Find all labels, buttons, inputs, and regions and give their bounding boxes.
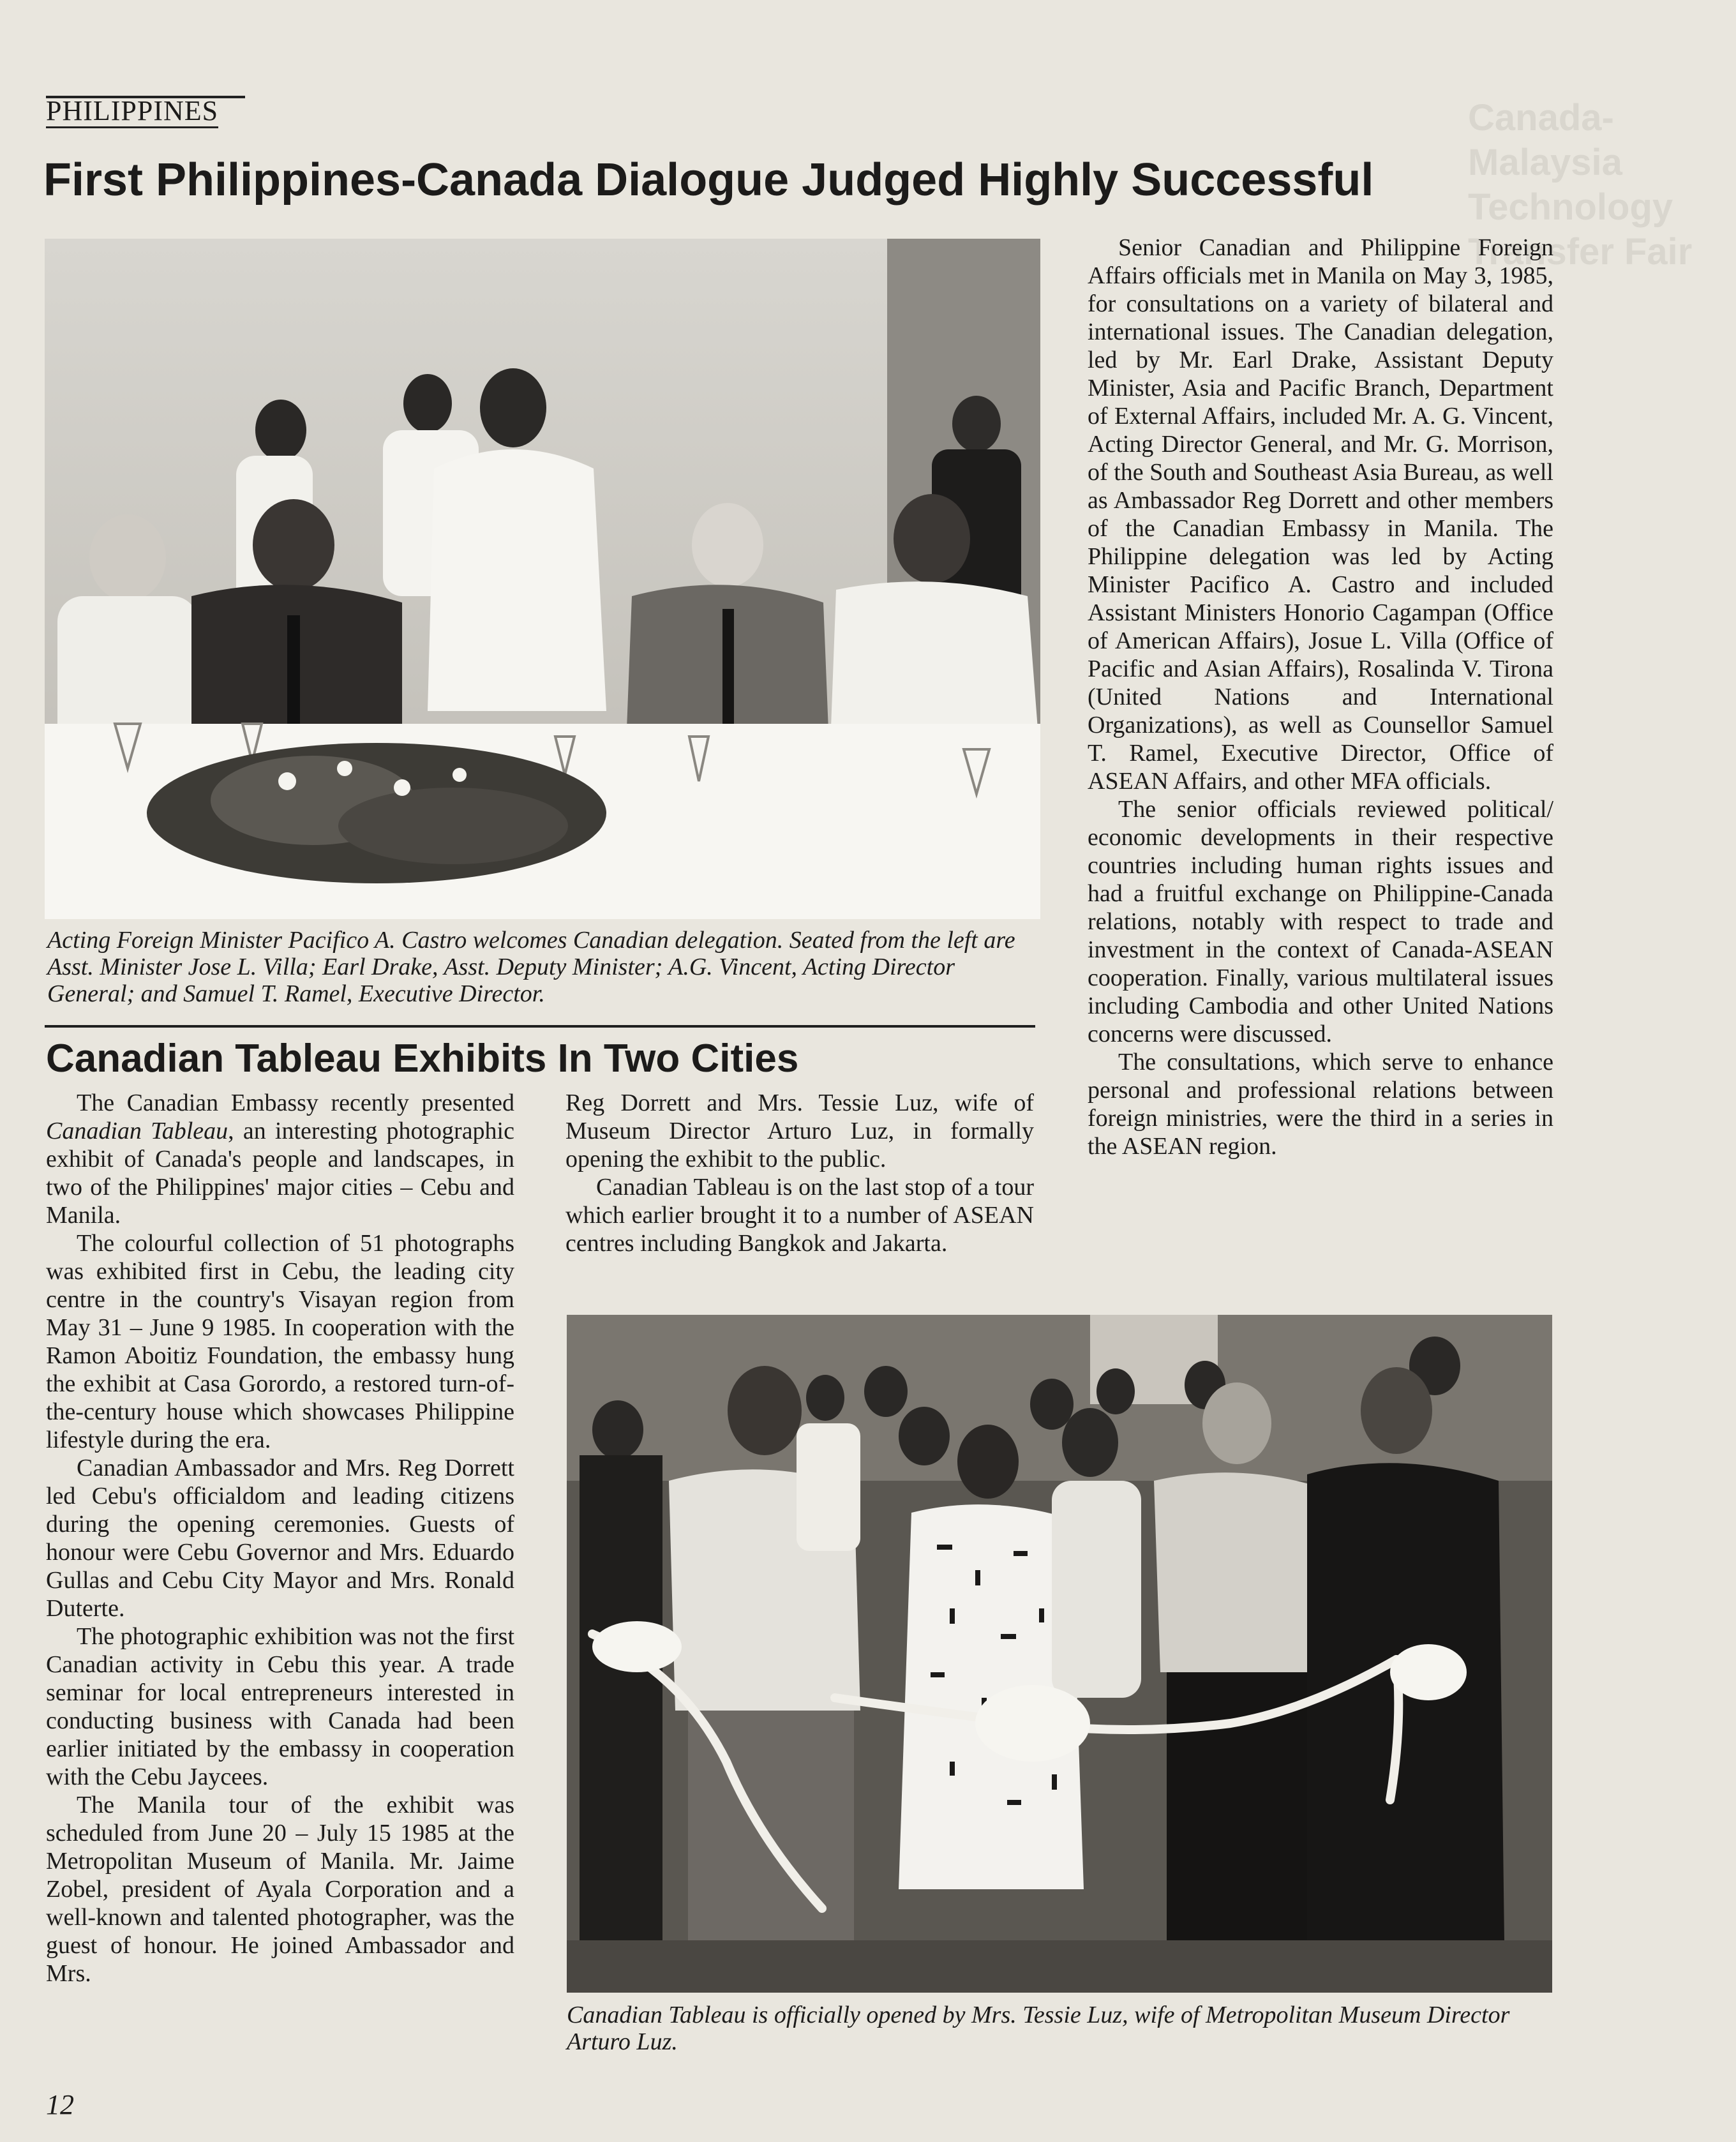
tableau-paragraph: Canadian Ambassador and Mrs. Reg Dorrett led Cebu's officialdom and leading citizens during the opening ceremonies. Guests of honour were Cebu Governor and Mrs. Eduardo Gullas and Cebu City Mayor and Mrs. Ronald Duterte.	[46, 1455, 514, 1622]
dialogue-article	[1088, 234, 1553, 1160]
tableau-column-2	[565, 1089, 1034, 1257]
tableau-paragraph: The photographic exhibition was not the first Canadian activity in Cebu this year. A trade seminar for local entrepreneurs interested in conducting business with Canada had been earlier initiated by the embassy in cooperation with the Cebu Jaycees.	[46, 1623, 514, 1790]
page-number: 12	[46, 2089, 74, 2120]
dialogue-paragraph: The consultations, which serve to enhance personal and professional relations between foreign ministries, were the third in a series in the ASEAN region.	[1088, 1049, 1553, 1160]
article-divider	[45, 1025, 1035, 1028]
tableau-intro-before: The Canadian Embassy recently presented	[77, 1090, 514, 1116]
dialogue-paragraph: Senior Canadian and Philippine Foreign Affairs officials met in Manila on May 3, 1985, for consultations on a variety of bilateral and international issues. The Canadian delegation, led by Mr. Earl Drake, Assistant Deputy Minister, Asia and Pacific Branch, Department of External Affairs, included Mr. A. G. Vincent, Acting Director General, and Mr. G. Morrison, of the South and Southeast Asia Bureau, as well as Ambassador Reg Dorrett and other members of the Canadian Embassy in Manila. The Philippine delegation was led by Acting Minister Pacifico A. Castro and included Assistant Ministers Honorio Cagampan (Office of American Affairs), Josue L. Villa (Office of Pacific and Asian Affairs), Rosalinda V. Tirona (United Nations and International Organizations), as well as Counsellor Samuel T. Ramel, Executive Director, Office of ASEAN Affairs, and other MFA officials.	[1088, 234, 1553, 795]
bleed-through-text: Canada-Malaysia Technology Transfer Fair	[1468, 97, 1693, 273]
tableau-continuation: Reg Dorrett and Mrs. Tessie Luz, wife of Museum Director Arturo Luz, in formally opening the exhibit to the public.	[565, 1090, 1034, 1172]
tableau-paragraph: Canadian Tableau is on the last stop of a tour which earlier brought it to a number of ASEAN centres including Bangkok and Jakarta.	[565, 1174, 1034, 1257]
tableau-paragraph: The colourful collection of 51 photographs was exhibited first in Cebu, the leading city centre in the country's Visayan region from May 31 – June 9 1985. In cooperation with the Ramon Aboitiz Foundation, the embassy hung the exhibit at Casa Gorordo, a restored turn-of-the-century house which showcases Philippine lifestyle during the era.	[46, 1230, 514, 1453]
dialogue-paragraph: The senior officials reviewed political/ economic developments in their respective countries including human rights issues and had a fruitful exchange on Philippine-Canada relations, notably with respect to trade and investment in the context of Canada-ASEAN cooperation. Finally, various multilateral issues including Cambodia and other United Nations concerns were discussed.	[1088, 796, 1553, 1047]
ribbon-cutting-caption: Canadian Tableau is officially opened by Mrs. Tessie Luz, wife of Metropolitan Museum Director Arturo Luz.	[567, 2002, 1510, 2055]
dinner-photo	[45, 239, 1040, 919]
tableau-headline: Canadian Tableau Exhibits In Two Cities	[46, 1037, 799, 1081]
ribbon-cutting-photo-image	[567, 1315, 1552, 1993]
dinner-photo-image	[45, 239, 1040, 919]
tableau-column-1	[46, 1089, 514, 1988]
dinner-photo-caption: Acting Foreign Minister Pacifico A. Castro welcomes Canadian delegation. Seated from the left are Asst. Minister Jose L. Villa; Earl Drake, Asst. Deputy Minister; A.G. Vincent, Acting Director General; and Samuel T. Ramel, Executive Director.	[47, 927, 1015, 1007]
tableau-paragraph: The Manila tour of the exhibit was scheduled from June 20 – July 15 1985 at the Metropolitan Museum of Manila. Mr. Jaime Zobel, president of Ayala Corporation and a well-known and talented photographer, was the guest of honour. He joined Ambassador and Mrs.	[46, 1792, 514, 1987]
tableau-intro-after: , an interesting photographic exhibit of Canada's people and landscapes, in two of the Philippines' major cities – Cebu and Manila.	[46, 1118, 514, 1229]
main-headline: First Philippines-Canada Dialogue Judged Highly Successful	[43, 154, 1374, 206]
ribbon-cutting-photo	[567, 1315, 1552, 1993]
section-label: PHILIPPINES	[46, 97, 218, 128]
tableau-exhibit-title: Canadian Tableau	[46, 1118, 228, 1144]
tableau-intro-paragraph	[46, 1089, 514, 1229]
